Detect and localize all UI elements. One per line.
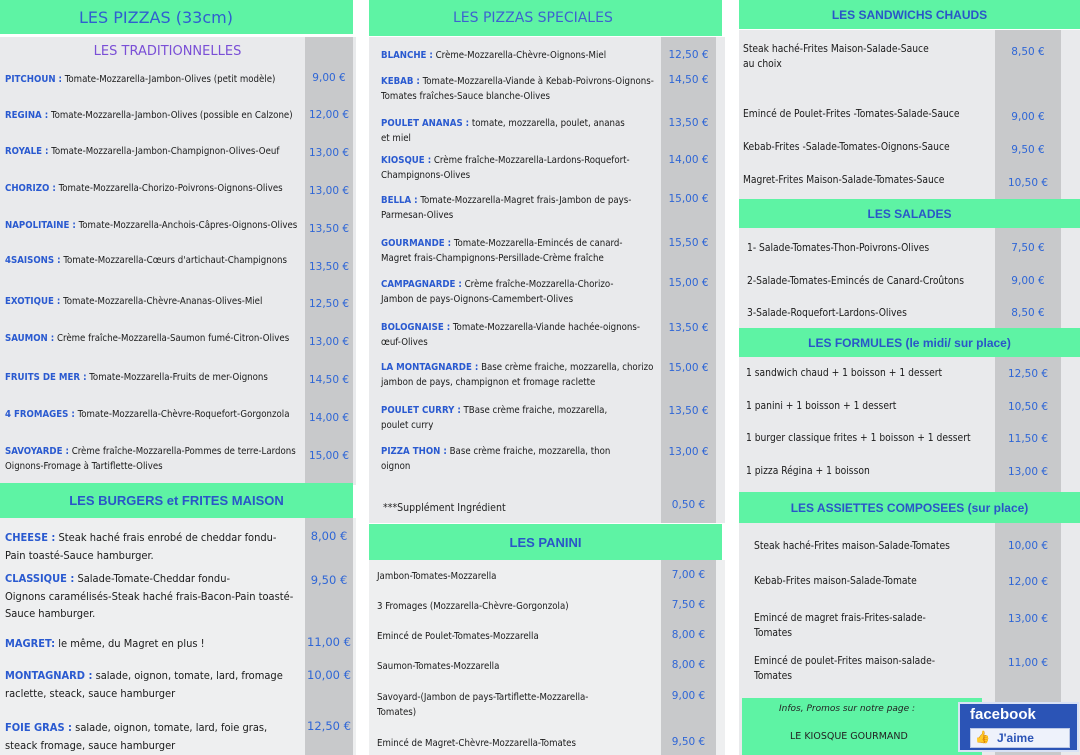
item-line xyxy=(5,108,293,123)
item-name: FOIE GRAS : xyxy=(5,721,72,734)
item-description: Emincé de Poulet-Frites -Tomates-Salade-Sauce xyxy=(743,109,960,120)
formule-item xyxy=(746,431,971,446)
item-line xyxy=(381,251,623,266)
item-price: 13,50 € xyxy=(308,223,350,235)
item-description: Tomate-Mozzarella-Chèvre-Roquefort-Gorgonzola xyxy=(77,409,290,420)
item-price: 15,50 € xyxy=(668,237,709,249)
special-pizza-item xyxy=(381,444,610,474)
item-line xyxy=(377,599,569,614)
item-price: 13,50 € xyxy=(308,261,350,273)
item-description: Emincé de Magret-Chèvre-Mozzarella-Tomates xyxy=(377,738,576,749)
item-price: 15,00 € xyxy=(308,450,350,462)
panini-item xyxy=(377,629,539,644)
item-description: Steak haché frais enrobé de cheddar fondu- xyxy=(58,531,277,544)
special-pizza-item xyxy=(381,153,630,183)
item-description: Champignons-Olives xyxy=(381,170,471,181)
item-line xyxy=(5,72,275,87)
item-price: 8,50 € xyxy=(1011,307,1045,319)
item-line xyxy=(746,464,870,479)
item-description: salade, oignon, tomate, lard, foie gras, xyxy=(75,721,268,734)
item-price: 9,00 € xyxy=(312,72,346,84)
item-price: 12,00 € xyxy=(308,109,350,121)
item-price: 7,50 € xyxy=(1011,242,1045,254)
item-price: 14,00 € xyxy=(668,154,709,166)
item-price: 13,00 € xyxy=(308,336,350,348)
speciales-title: LES PIZZAS SPECIALES xyxy=(453,10,613,26)
item-description: 1 panini + 1 boisson + 1 dessert xyxy=(746,401,897,412)
item-line xyxy=(381,208,631,223)
item-name: BLANCHE : xyxy=(381,50,433,61)
item-line xyxy=(747,306,907,321)
item-line xyxy=(5,294,262,309)
item-line xyxy=(754,574,917,589)
assiette-item xyxy=(754,611,926,641)
item-description: raclette, steack, sauce hamburger xyxy=(5,686,176,700)
item-description: poulet curry xyxy=(381,420,434,431)
pizza-item xyxy=(5,253,287,268)
item-line xyxy=(377,736,576,751)
item-line xyxy=(746,366,942,381)
item-line xyxy=(5,253,287,268)
salade-item xyxy=(747,241,929,256)
item-name: SAVOYARDE : xyxy=(5,446,69,457)
special-pizza-item xyxy=(381,277,613,307)
assiette-item xyxy=(754,654,935,684)
item-description: Saumon-Tomates-Mozzarella xyxy=(377,661,500,672)
panini-item xyxy=(377,736,576,751)
assiettes-title: LES ASSIETTES COMPOSEES (sur place) xyxy=(790,500,1029,515)
item-line xyxy=(746,399,896,414)
item-line xyxy=(377,690,588,705)
item-name: FRUITS DE MER : xyxy=(5,372,87,383)
special-pizza-item xyxy=(381,360,653,390)
item-description: Tomate-Mozzarella-Viande à Kebab-Poivrons-Oignons- xyxy=(422,76,654,87)
item-line xyxy=(381,74,654,89)
item-line xyxy=(381,444,610,459)
pizza-item xyxy=(5,181,283,196)
item-line xyxy=(5,719,267,737)
pizza-item xyxy=(5,407,290,422)
facebook-badge[interactable] xyxy=(958,702,1079,752)
item-name: LA MONTAGNARDE : xyxy=(381,362,479,373)
item-description: tomate, mozzarella, poulet, ananas xyxy=(471,118,625,129)
item-line xyxy=(381,48,606,63)
item-line xyxy=(381,418,607,433)
sandwich-item xyxy=(743,42,929,72)
item-line xyxy=(381,236,623,251)
item-price: 8,00 € xyxy=(671,659,706,671)
item-line xyxy=(381,375,653,390)
item-price: 10,50 € xyxy=(1007,177,1049,189)
item-name: MAGRET: xyxy=(5,637,56,650)
item-description: 1 burger classique frites + 1 boisson + 1 dessert xyxy=(746,433,971,444)
item-name: NAPOLITAINE : xyxy=(5,220,76,231)
item-line xyxy=(5,181,283,196)
item-line xyxy=(743,107,959,122)
item-name: GOURMANDE : xyxy=(381,238,452,249)
item-description: Emincé de poulet-Frites maison-salade- xyxy=(754,656,936,667)
item-description: jambon de pays, champignon et fromage raclette xyxy=(381,377,596,388)
item-line xyxy=(377,705,588,720)
item-line xyxy=(5,685,283,703)
sandwich-item xyxy=(743,107,959,122)
item-description: 3 Fromages (Mozzarella-Chèvre-Gorgonzola) xyxy=(377,601,569,612)
item-line xyxy=(747,274,964,289)
panini-item xyxy=(377,599,569,614)
panini-item xyxy=(377,659,499,674)
item-line xyxy=(747,241,929,256)
item-price: 14,50 € xyxy=(668,74,709,86)
item-line xyxy=(743,140,950,155)
item-line xyxy=(746,431,971,446)
item-line xyxy=(377,569,496,584)
item-price: 14,50 € xyxy=(308,374,350,386)
pizza-item xyxy=(5,294,262,309)
item-description: Tomate-Mozzarella-Chèvre-Ananas-Olives-Miel xyxy=(63,296,263,307)
item-description: et miel xyxy=(381,133,411,144)
burger-item xyxy=(5,635,205,653)
item-line xyxy=(5,588,293,606)
item-name: POULET ANANAS : xyxy=(381,118,470,129)
item-price: 8,50 € xyxy=(1011,46,1045,58)
footer-name: LE KIOSQUE GOURMAND xyxy=(790,731,908,742)
price-strip-panini xyxy=(661,560,716,755)
item-description: Tomates xyxy=(754,671,793,682)
item-line xyxy=(5,635,205,653)
like-box[interactable] xyxy=(970,728,1070,748)
item-price: 7,00 € xyxy=(671,569,706,581)
special-pizza-item xyxy=(381,48,606,63)
footer-info: Infos, Promos sur notre page : xyxy=(779,704,916,714)
item-price: 11,50 € xyxy=(1007,433,1049,445)
item-description: Emincé de magret frais-Frites-salade- xyxy=(754,613,926,624)
item-name: PITCHOUN : xyxy=(5,74,63,85)
item-description: Jambon-Tomates-Mozzarella xyxy=(377,571,497,582)
item-price: 11,00 € xyxy=(1007,657,1049,669)
item-description: Tomate-Mozzarella-Jambon-Olives (petit modèle) xyxy=(64,74,276,85)
assiette-item xyxy=(754,574,917,589)
item-line xyxy=(381,168,630,183)
pizza-item xyxy=(5,144,279,159)
section-header-pizzas xyxy=(0,0,353,34)
item-line xyxy=(5,605,293,623)
item-name: CHEESE : xyxy=(5,531,56,544)
item-name: POULET CURRY : xyxy=(381,405,461,416)
sandwich-title: LES SANDWICHS CHAUDS xyxy=(831,7,988,22)
item-price: 9,50 € xyxy=(310,573,348,587)
thumbs-up-icon: 👍 xyxy=(975,730,990,744)
item-price: 13,00 € xyxy=(308,147,350,159)
sandwich-item xyxy=(743,173,944,188)
item-price: 9,50 € xyxy=(671,736,706,748)
item-line xyxy=(381,320,640,335)
item-name: MONTAGNARD : xyxy=(5,669,93,682)
burgers-title: LES BURGERS et FRITES MAISON xyxy=(69,493,284,508)
item-description: Kebab-Frites maison-Salade-Tomate xyxy=(754,576,917,587)
price-strip xyxy=(995,30,1061,755)
item-description: Tomates fraîches-Sauce blanche-Olives xyxy=(381,91,551,102)
page-title: LES PIZZAS (33cm) xyxy=(79,7,233,27)
section-header-burgers xyxy=(0,483,353,518)
item-description: Oignons caramélisés-Steak haché frais-Bacon-Pain toasté- xyxy=(5,589,294,603)
item-price: 13,50 € xyxy=(668,322,709,334)
item-name: BELLA : xyxy=(381,195,418,206)
item-price: 10,00 € xyxy=(307,668,351,682)
item-line xyxy=(743,42,929,57)
item-line xyxy=(754,611,926,626)
burger-item xyxy=(5,529,277,564)
item-description: steack fromage, sauce hamburger xyxy=(5,738,176,752)
subtitle-traditionnelles: LES TRADITIONNELLES xyxy=(93,44,242,59)
special-pizza-item xyxy=(381,193,631,223)
like-label: J'aime xyxy=(997,731,1034,745)
item-description: Tomate-Mozzarella-Jambon-Olives (possible en Calzone) xyxy=(50,110,293,121)
burger-item xyxy=(5,667,283,702)
item-line xyxy=(381,116,625,131)
section-header-panini xyxy=(369,524,722,560)
item-price: 12,50 € xyxy=(307,719,351,733)
section-header-speciales xyxy=(369,0,722,36)
special-pizza-item xyxy=(381,320,640,350)
item-price: 9,00 € xyxy=(1011,275,1045,287)
item-description: Crème fraîche-Mozzarella-Chorizo- xyxy=(464,279,614,290)
salades-title: LES SALADES xyxy=(867,206,952,221)
item-line xyxy=(5,331,289,346)
item-name: SAUMON : xyxy=(5,333,55,344)
item-line xyxy=(381,335,640,350)
item-description: Salade-Tomate-Cheddar fondu- xyxy=(77,572,231,585)
item-description: Jambon de pays-Oignons-Camembert-Olives xyxy=(381,294,574,305)
item-line xyxy=(381,459,610,474)
item-description: œuf-Olives xyxy=(381,337,428,348)
item-description: 1 sandwich chaud + 1 boisson + 1 dessert xyxy=(746,368,943,379)
item-description: Tomates) xyxy=(377,707,417,718)
item-name: KEBAB : xyxy=(381,76,420,87)
panini-title: LES PANINI xyxy=(509,534,582,550)
item-price: 10,50 € xyxy=(1007,401,1049,413)
item-name: CAMPAGNARDE : xyxy=(381,279,462,290)
item-line xyxy=(381,131,625,146)
special-pizza-item xyxy=(381,116,625,146)
special-pizza-item xyxy=(381,74,654,104)
item-description: Tomate-Mozzarella-Anchois-Câpres-Oignons-Olives xyxy=(78,220,298,231)
panini-item xyxy=(377,690,588,720)
formule-item xyxy=(746,366,942,381)
item-description: Tomate-Mozzarella-Emincés de canard- xyxy=(453,238,623,249)
item-price: 15,00 € xyxy=(668,362,709,374)
item-price: 13,50 € xyxy=(668,405,709,417)
item-price: 15,00 € xyxy=(668,277,709,289)
formule-item xyxy=(746,399,896,414)
panini-item xyxy=(377,569,496,584)
item-line xyxy=(381,89,654,104)
item-line xyxy=(5,547,277,565)
item-price: 15,00 € xyxy=(668,193,709,205)
item-line xyxy=(377,659,499,674)
item-description: Tomate-Mozzarella-Jambon-Champignon-Olives-Oeuf xyxy=(51,146,280,157)
item-line xyxy=(754,539,950,554)
item-description: TBase crème fraiche, mozzarella, xyxy=(463,405,608,416)
item-line xyxy=(5,370,268,385)
item-line xyxy=(5,407,290,422)
item-price: 13,00 € xyxy=(668,446,709,458)
item-description: Pain toasté-Sauce hamburger. xyxy=(5,548,154,562)
item-name: PIZZA THON : xyxy=(381,446,447,457)
item-line xyxy=(743,173,944,188)
item-price: 9,00 € xyxy=(671,690,706,702)
item-line xyxy=(381,292,613,307)
item-price: 13,00 € xyxy=(308,185,350,197)
item-line xyxy=(5,529,277,547)
item-description: Base crème fraiche, mozzarella, thon xyxy=(449,446,611,457)
column-pizzas-traditionnelles xyxy=(0,0,356,755)
item-line xyxy=(5,667,283,685)
item-line xyxy=(5,218,297,233)
item-description: Sauce hamburger. xyxy=(5,607,96,620)
item-price: 13,00 € xyxy=(1007,466,1049,478)
item-line xyxy=(381,193,631,208)
column-pizzas-speciales xyxy=(369,0,725,755)
item-line xyxy=(381,403,607,418)
item-price: 12,50 € xyxy=(1007,368,1049,380)
item-description: Tomate-Mozzarella-Viande hachée-oignons- xyxy=(452,322,640,333)
assiette-item xyxy=(754,539,950,554)
item-name: KIOSQUE : xyxy=(381,155,432,166)
item-price: 9,50 € xyxy=(1011,144,1045,156)
salade-item xyxy=(747,306,907,321)
section-header-formules xyxy=(739,328,1080,357)
item-description: Savoyard-(Jambon de pays-Tartiflette-Mozzarella- xyxy=(377,692,589,703)
facebook-label: facebook xyxy=(970,706,1036,723)
pizza-item xyxy=(5,72,275,87)
item-description: Tomate-Mozzarella-Chorizo-Poivrons-Oignons-Olives xyxy=(58,183,283,194)
sandwich-item xyxy=(743,140,950,155)
item-description: Magret-Frites Maison-Salade-Tomates-Sauce xyxy=(743,175,945,186)
item-description: Crème fraîche-Mozzarella-Lardons-Roquefort- xyxy=(433,155,630,166)
item-line xyxy=(377,629,539,644)
burger-item xyxy=(5,570,293,623)
item-description: Tomates xyxy=(754,628,793,639)
item-description: Steak haché-Frites maison-Salade-Tomates xyxy=(754,541,950,552)
item-name: EXOTIQUE : xyxy=(5,296,61,307)
item-name: CLASSIQUE : xyxy=(5,572,75,585)
burger-item xyxy=(5,719,267,754)
item-description: Crème fraîche-Mozzarella-Saumon fumé-Citron-Olives xyxy=(56,333,290,344)
item-description: Tomate-Mozzarella-Cœurs d'artichaut-Champignons xyxy=(63,255,287,266)
item-description: Steak haché-Frites Maison-Salade-Sauce xyxy=(743,44,929,55)
item-description: au choix xyxy=(743,59,782,70)
item-description: Emincé de Poulet-Tomates-Mozzarella xyxy=(377,631,539,642)
item-line xyxy=(743,57,929,72)
item-price: 11,00 € xyxy=(307,635,351,649)
item-line xyxy=(754,654,935,669)
pizza-item xyxy=(5,108,293,123)
item-line xyxy=(5,459,296,474)
supplement-label: ***Supplément Ingrédient xyxy=(383,502,506,514)
item-description: Crème fraîche-Mozzarella-Pommes de terre-Lardons xyxy=(71,446,296,457)
item-price: 12,50 € xyxy=(308,298,350,310)
item-description: Kebab-Frites -Salade-Tomates-Oignons-Sauce xyxy=(743,142,950,153)
item-line xyxy=(381,153,630,168)
item-line xyxy=(5,737,267,755)
item-price: 10,00 € xyxy=(1007,540,1049,552)
item-description: 2-Salade-Tomates-Emincés de Canard-Croûtons xyxy=(747,276,965,287)
item-price: 12,00 € xyxy=(1007,576,1049,588)
item-name: 4SAISONS : xyxy=(5,255,61,266)
item-description: 1- Salade-Tomates-Thon-Poivrons-Olives xyxy=(747,243,930,254)
formule-item xyxy=(746,464,870,479)
item-description: Magret frais-Champignons-Persillade-Crème fraîche xyxy=(381,253,604,264)
item-description: le même, du Magret en plus ! xyxy=(58,637,205,650)
item-description: 3-Salade-Roquefort-Lardons-Olives xyxy=(747,308,907,319)
item-name: ROYALE : xyxy=(5,146,49,157)
item-description: Crème-Mozzarella-Chèvre-Oignons-Miel xyxy=(435,50,607,61)
item-name: CHORIZO : xyxy=(5,183,56,194)
item-line xyxy=(5,570,293,588)
item-description: Oignons-Fromage à Tartiflette-Olives xyxy=(5,461,163,472)
section-header-salades xyxy=(739,199,1080,228)
special-pizza-item xyxy=(381,236,623,266)
item-price: 8,00 € xyxy=(671,629,706,641)
special-pizza-item xyxy=(381,403,607,433)
section-header-assiettes xyxy=(739,492,1080,523)
pizza-item xyxy=(5,331,289,346)
footer-promo xyxy=(742,698,982,755)
item-line xyxy=(381,277,613,292)
item-price: 9,00 € xyxy=(1011,111,1045,123)
item-description: Tomate-Mozzarella-Fruits de mer-Oignons xyxy=(89,372,268,383)
item-price: 8,00 € xyxy=(310,529,348,543)
item-line xyxy=(381,360,653,375)
item-name: 4 FROMAGES : xyxy=(5,409,75,420)
item-description: salade, oignon, tomate, lard, fromage xyxy=(95,669,283,682)
pizza-item xyxy=(5,370,268,385)
section-header-sandwichs xyxy=(739,0,1080,29)
item-price: 12,50 € xyxy=(668,49,709,61)
supplement-price: 0,50 € xyxy=(671,499,706,511)
item-price: 13,00 € xyxy=(1007,613,1049,625)
item-line xyxy=(5,144,279,159)
item-line xyxy=(754,669,935,684)
item-line xyxy=(754,626,926,641)
formules-title: LES FORMULES (le midi/ sur place) xyxy=(808,335,1011,350)
item-description: Base crème fraiche, mozzarella, chorizo xyxy=(481,362,654,373)
item-line xyxy=(5,444,296,459)
item-description: Parmesan-Olives xyxy=(381,210,454,221)
item-description: Tomate-Mozzarella-Magret frais-Jambon de pays- xyxy=(420,195,632,206)
column-sandwichs-salades xyxy=(739,0,1080,755)
pizza-item xyxy=(5,444,296,474)
pizza-item xyxy=(5,218,297,233)
salade-item xyxy=(747,274,964,289)
item-description: 1 pizza Régina + 1 boisson xyxy=(746,466,870,477)
item-name: BOLOGNAISE : xyxy=(381,322,451,333)
item-price: 7,50 € xyxy=(671,599,706,611)
item-price: 14,00 € xyxy=(308,412,350,424)
item-description: oignon xyxy=(381,461,411,472)
item-price: 13,50 € xyxy=(668,117,709,129)
item-name: REGINA : xyxy=(5,110,49,121)
